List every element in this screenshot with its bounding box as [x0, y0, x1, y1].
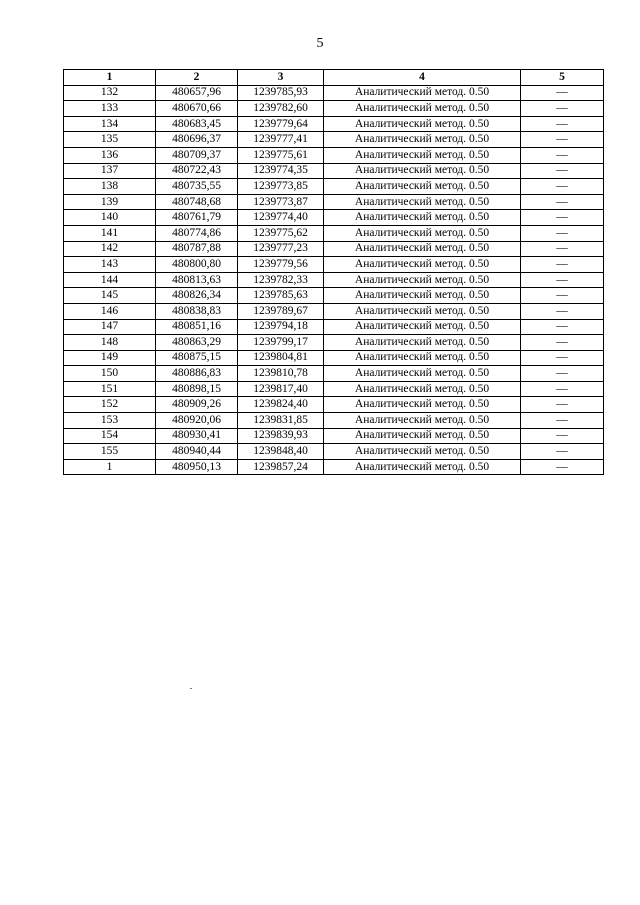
cell-x-coordinate: 480851,16: [156, 319, 238, 335]
cell-method: Аналитический метод. 0.50: [324, 147, 521, 163]
cell-method: Аналитический метод. 0.50: [324, 225, 521, 241]
table-row: [64, 257, 604, 273]
table-row: [64, 428, 604, 444]
cell-point-number: 144: [64, 272, 156, 288]
cell-method: Аналитический метод. 0.50: [324, 241, 521, 257]
cell-y-coordinate: 1239848,40: [238, 444, 324, 460]
cell-method: Аналитический метод. 0.50: [324, 397, 521, 413]
cell-point-number: 153: [64, 413, 156, 429]
cell-y-coordinate: 1239782,60: [238, 101, 324, 117]
table-row: [64, 303, 604, 319]
cell-description: —: [521, 350, 604, 366]
cell-x-coordinate: 480670,66: [156, 101, 238, 117]
table-row: [64, 366, 604, 382]
cell-description: —: [521, 397, 604, 413]
cell-description: —: [521, 413, 604, 429]
cell-method: Аналитический метод. 0.50: [324, 366, 521, 382]
cell-x-coordinate: 480657,96: [156, 85, 238, 101]
cell-y-coordinate: 1239839,93: [238, 428, 324, 444]
table-row: [64, 381, 604, 397]
cell-y-coordinate: 1239817,40: [238, 381, 324, 397]
column-header-point-number: 1: [64, 70, 156, 86]
table-row: [64, 101, 604, 117]
cell-x-coordinate: 480748,68: [156, 194, 238, 210]
cell-method: Аналитический метод. 0.50: [324, 210, 521, 226]
cell-x-coordinate: 480722,43: [156, 163, 238, 179]
table-row: [64, 241, 604, 257]
cell-method: Аналитический метод. 0.50: [324, 319, 521, 335]
cell-point-number: 155: [64, 444, 156, 460]
cell-point-number: 136: [64, 147, 156, 163]
table-header-row: [64, 70, 604, 86]
cell-x-coordinate: 480709,37: [156, 147, 238, 163]
cell-description: —: [521, 116, 604, 132]
cell-x-coordinate: 480950,13: [156, 459, 238, 475]
cell-description: —: [521, 132, 604, 148]
cell-description: —: [521, 335, 604, 351]
cell-y-coordinate: 1239831,85: [238, 413, 324, 429]
cell-point-number: 141: [64, 225, 156, 241]
cell-method: Аналитический метод. 0.50: [324, 381, 521, 397]
cell-method: Аналитический метод. 0.50: [324, 350, 521, 366]
table-row: [64, 163, 604, 179]
cell-x-coordinate: 480909,26: [156, 397, 238, 413]
cell-point-number: 1: [64, 459, 156, 475]
cell-y-coordinate: 1239777,23: [238, 241, 324, 257]
cell-y-coordinate: 1239774,35: [238, 163, 324, 179]
cell-method: Аналитический метод. 0.50: [324, 257, 521, 273]
cell-description: —: [521, 210, 604, 226]
cell-method: Аналитический метод. 0.50: [324, 303, 521, 319]
cell-y-coordinate: 1239785,93: [238, 85, 324, 101]
cell-point-number: 139: [64, 194, 156, 210]
cell-y-coordinate: 1239799,17: [238, 335, 324, 351]
cell-description: —: [521, 179, 604, 195]
table-row: [64, 397, 604, 413]
cell-description: —: [521, 303, 604, 319]
cell-description: —: [521, 85, 604, 101]
cell-x-coordinate: 480940,44: [156, 444, 238, 460]
cell-description: —: [521, 225, 604, 241]
column-header-description: 5: [521, 70, 604, 86]
cell-x-coordinate: 480800,80: [156, 257, 238, 273]
coordinates-table: [63, 69, 604, 475]
cell-y-coordinate: 1239779,56: [238, 257, 324, 273]
cell-point-number: 138: [64, 179, 156, 195]
cell-method: Аналитический метод. 0.50: [324, 272, 521, 288]
table-row: [64, 116, 604, 132]
cell-x-coordinate: 480787,88: [156, 241, 238, 257]
cell-point-number: 133: [64, 101, 156, 117]
table-row: [64, 444, 604, 460]
cell-description: —: [521, 194, 604, 210]
cell-description: —: [521, 147, 604, 163]
cell-point-number: 132: [64, 85, 156, 101]
table-row: [64, 225, 604, 241]
cell-point-number: 147: [64, 319, 156, 335]
cell-method: Аналитический метод. 0.50: [324, 288, 521, 304]
cell-method: Аналитический метод. 0.50: [324, 85, 521, 101]
table-row: [64, 272, 604, 288]
cell-x-coordinate: 480761,79: [156, 210, 238, 226]
cell-point-number: 152: [64, 397, 156, 413]
scan-speck: [190, 688, 192, 689]
table-row: [64, 288, 604, 304]
cell-x-coordinate: 480683,45: [156, 116, 238, 132]
cell-x-coordinate: 480920,06: [156, 413, 238, 429]
cell-y-coordinate: 1239774,40: [238, 210, 324, 226]
cell-point-number: 143: [64, 257, 156, 273]
cell-point-number: 135: [64, 132, 156, 148]
cell-point-number: 137: [64, 163, 156, 179]
cell-method: Аналитический метод. 0.50: [324, 444, 521, 460]
cell-x-coordinate: 480735,55: [156, 179, 238, 195]
cell-description: —: [521, 319, 604, 335]
table-row: [64, 147, 604, 163]
table-row: [64, 335, 604, 351]
table-row: [64, 413, 604, 429]
table-row: [64, 350, 604, 366]
cell-y-coordinate: 1239775,62: [238, 225, 324, 241]
cell-method: Аналитический метод. 0.50: [324, 428, 521, 444]
cell-y-coordinate: 1239777,41: [238, 132, 324, 148]
cell-y-coordinate: 1239857,24: [238, 459, 324, 475]
cell-x-coordinate: 480774,86: [156, 225, 238, 241]
cell-x-coordinate: 480863,29: [156, 335, 238, 351]
cell-x-coordinate: 480696,37: [156, 132, 238, 148]
cell-x-coordinate: 480886,83: [156, 366, 238, 382]
cell-point-number: 134: [64, 116, 156, 132]
column-header-method: 4: [324, 70, 521, 86]
cell-method: Аналитический метод. 0.50: [324, 163, 521, 179]
table-body: [64, 85, 604, 475]
table-row: [64, 179, 604, 195]
cell-method: Аналитический метод. 0.50: [324, 459, 521, 475]
cell-point-number: 146: [64, 303, 156, 319]
cell-description: —: [521, 163, 604, 179]
cell-x-coordinate: 480930,41: [156, 428, 238, 444]
cell-y-coordinate: 1239785,63: [238, 288, 324, 304]
table-row: [64, 319, 604, 335]
cell-description: —: [521, 257, 604, 273]
cell-y-coordinate: 1239773,87: [238, 194, 324, 210]
cell-x-coordinate: 480813,63: [156, 272, 238, 288]
cell-point-number: 145: [64, 288, 156, 304]
table-row: [64, 194, 604, 210]
cell-method: Аналитический метод. 0.50: [324, 413, 521, 429]
table-row: [64, 210, 604, 226]
column-header-y: 3: [238, 70, 324, 86]
cell-point-number: 154: [64, 428, 156, 444]
cell-y-coordinate: 1239779,64: [238, 116, 324, 132]
cell-point-number: 150: [64, 366, 156, 382]
cell-description: —: [521, 444, 604, 460]
cell-y-coordinate: 1239775,61: [238, 147, 324, 163]
cell-y-coordinate: 1239782,33: [238, 272, 324, 288]
cell-description: —: [521, 241, 604, 257]
cell-method: Аналитический метод. 0.50: [324, 194, 521, 210]
cell-y-coordinate: 1239804,81: [238, 350, 324, 366]
cell-y-coordinate: 1239789,67: [238, 303, 324, 319]
cell-x-coordinate: 480875,15: [156, 350, 238, 366]
cell-description: —: [521, 101, 604, 117]
cell-x-coordinate: 480826,34: [156, 288, 238, 304]
cell-description: —: [521, 428, 604, 444]
cell-method: Аналитический метод. 0.50: [324, 335, 521, 351]
cell-method: Аналитический метод. 0.50: [324, 116, 521, 132]
cell-point-number: 142: [64, 241, 156, 257]
cell-method: Аналитический метод. 0.50: [324, 132, 521, 148]
cell-x-coordinate: 480838,83: [156, 303, 238, 319]
cell-x-coordinate: 480898,15: [156, 381, 238, 397]
cell-point-number: 149: [64, 350, 156, 366]
cell-point-number: 151: [64, 381, 156, 397]
cell-point-number: 140: [64, 210, 156, 226]
table-row: [64, 132, 604, 148]
page-number: 5: [316, 36, 324, 51]
cell-description: —: [521, 288, 604, 304]
cell-description: —: [521, 366, 604, 382]
cell-y-coordinate: 1239794,18: [238, 319, 324, 335]
cell-description: —: [521, 459, 604, 475]
cell-description: —: [521, 272, 604, 288]
cell-method: Аналитический метод. 0.50: [324, 179, 521, 195]
cell-y-coordinate: 1239824,40: [238, 397, 324, 413]
table-row: [64, 85, 604, 101]
cell-description: —: [521, 381, 604, 397]
cell-y-coordinate: 1239773,85: [238, 179, 324, 195]
cell-method: Аналитический метод. 0.50: [324, 101, 521, 117]
table-row: [64, 459, 604, 475]
column-header-x: 2: [156, 70, 238, 86]
cell-y-coordinate: 1239810,78: [238, 366, 324, 382]
cell-point-number: 148: [64, 335, 156, 351]
